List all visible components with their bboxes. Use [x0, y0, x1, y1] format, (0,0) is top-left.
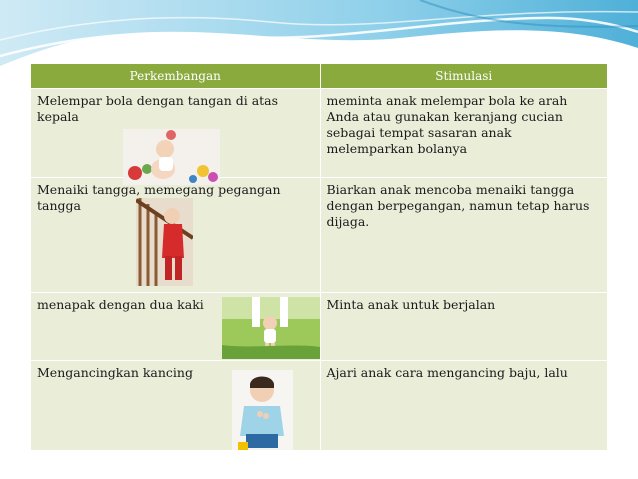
development-text: menapak dengan dua kaki: [37, 297, 204, 312]
stimulation-text: Biarkan anak mencoba menaiki tangga dengan berpegangan, namun tetap harus dijaga.: [326, 182, 590, 229]
stimulation-cell: [320, 293, 607, 361]
development-text: Menaiki tangga, memegang pegangan tangga: [37, 182, 281, 213]
decorative-wave-header: [0, 0, 638, 70]
development-cell: [31, 293, 320, 361]
development-cell: [31, 178, 320, 293]
child-buttoning-shirt-photo: [232, 370, 293, 450]
development-text: Melempar bola dengan tangan di atas kepala: [37, 93, 279, 124]
child-throwing-ball-photo: [123, 129, 220, 185]
table-row: [31, 293, 607, 361]
development-cell: [31, 361, 320, 451]
stimulation-text: Ajari anak cara mengancing baju, lalu: [326, 365, 568, 380]
header-stimulasi: Stimulasi: [320, 64, 607, 89]
stimulation-text: Minta anak untuk berjalan: [326, 297, 496, 312]
development-text: Mengancingkan kancing: [37, 365, 193, 380]
stimulation-cell: [320, 89, 607, 178]
table-row: [31, 89, 607, 178]
stimulation-cell: [320, 361, 607, 451]
table-row: [31, 178, 607, 293]
development-stimulation-table: [31, 64, 607, 450]
stimulation-text: meminta anak melempar bola ke arah Anda atau gunakan keranjang cucian sebagai tempat sasaran anak melemparkan bolanya: [326, 93, 568, 156]
table-header-row: [31, 64, 607, 89]
table-row: [31, 361, 607, 451]
header-perkembangan: Perkembangan: [31, 64, 320, 89]
development-cell: [31, 89, 320, 178]
stimulation-cell: [320, 178, 607, 293]
